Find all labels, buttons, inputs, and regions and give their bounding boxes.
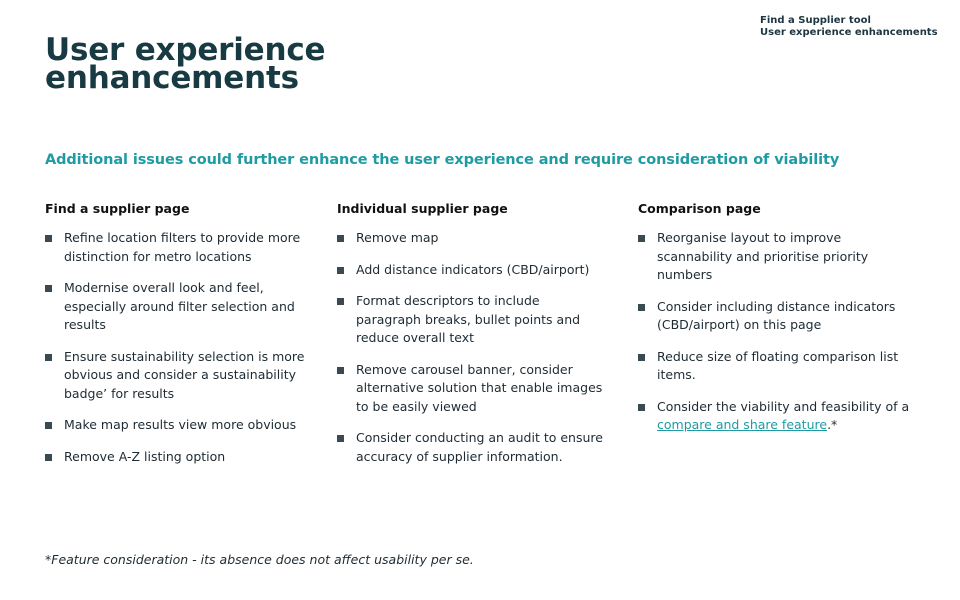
list-item-text: Format descriptors to include paragraph breaks, bullet points and reduce overall text: [356, 293, 581, 345]
list-item: [638, 348, 913, 385]
header-tool-name: Find a Supplier tool: [760, 15, 871, 26]
column-heading: Find a supplier page: [45, 201, 190, 216]
list-item-text: Ensure sustainability selection is more obvious and consider a sustainability badge’ for results: [64, 348, 305, 401]
column-find-supplier: [45, 201, 320, 479]
column-heading: Individual supplier page: [337, 201, 508, 216]
list-item-text: Make map results view more obvious: [64, 417, 297, 432]
list-item: [45, 348, 320, 404]
list-item: [45, 229, 320, 266]
header-labels: [760, 15, 938, 39]
bullet-list: [337, 229, 607, 466]
list-item: [337, 292, 607, 348]
list-item-text: Modernise overall look and feel, especially around filter selection and results: [64, 280, 295, 332]
square-bullet-icon: [337, 298, 344, 305]
list-item-text: Remove map: [356, 230, 439, 245]
list-item: [337, 429, 607, 466]
square-bullet-icon: [638, 354, 645, 361]
column-heading: Comparison page: [638, 201, 761, 216]
square-bullet-icon: [638, 304, 645, 311]
list-item: [45, 416, 320, 435]
square-bullet-icon: [45, 422, 52, 429]
square-bullet-icon: [45, 285, 52, 292]
list-item: [337, 261, 607, 280]
footnote: *Feature consideration - its absence does not affect usability per se.: [45, 552, 474, 567]
list-item-text: Consider conducting an audit to ensure accuracy of supplier information.: [356, 430, 603, 464]
list-item-text: Remove carousel banner, consider alternative solution that enable images to be easily viewed: [356, 361, 603, 414]
bullet-list: [45, 229, 320, 466]
list-item-text: Refine location filters to provide more distinction for metro locations: [64, 230, 301, 264]
list-item-suffix: .*: [827, 417, 838, 432]
bullet-list: [638, 229, 913, 435]
page-title-line-2: enhancements: [45, 60, 299, 96]
page-title: [45, 32, 326, 96]
column-comparison: [638, 201, 913, 448]
list-item: [337, 361, 607, 417]
square-bullet-icon: [45, 235, 52, 242]
list-item-text: Add distance indicators (CBD/airport): [356, 261, 590, 277]
square-bullet-icon: [337, 235, 344, 242]
square-bullet-icon: [337, 367, 344, 374]
list-item: [638, 229, 913, 285]
list-item: [45, 448, 320, 467]
square-bullet-icon: [45, 354, 52, 361]
list-item-text: Reduce size of floating comparison list items.: [657, 348, 899, 382]
square-bullet-icon: [337, 267, 344, 274]
list-item-text: Consider the viability and feasibility of a: [657, 398, 910, 414]
square-bullet-icon: [638, 235, 645, 242]
list-item: [45, 279, 320, 335]
page-subtitle: Additional issues could further enhance the user experience and require consideration of viability: [45, 152, 840, 168]
square-bullet-icon: [337, 435, 344, 442]
page-title-line-1: User experience: [45, 32, 326, 68]
header-section-name: User experience enhancements: [760, 27, 938, 38]
compare-and-share-link[interactable]: compare and share feature: [657, 417, 828, 432]
list-item-text: Remove A-Z listing option: [64, 448, 226, 464]
square-bullet-icon: [45, 454, 52, 461]
list-item: [337, 229, 607, 248]
column-individual-supplier: [337, 201, 607, 479]
list-item-text: Consider including distance indicators (CBD/airport) on this page: [657, 298, 896, 332]
square-bullet-icon: [638, 404, 645, 411]
list-item: [638, 298, 913, 335]
list-item-text: Reorganise layout to improve scannability and prioritise priority numbers: [657, 230, 869, 282]
list-item: [638, 398, 913, 435]
